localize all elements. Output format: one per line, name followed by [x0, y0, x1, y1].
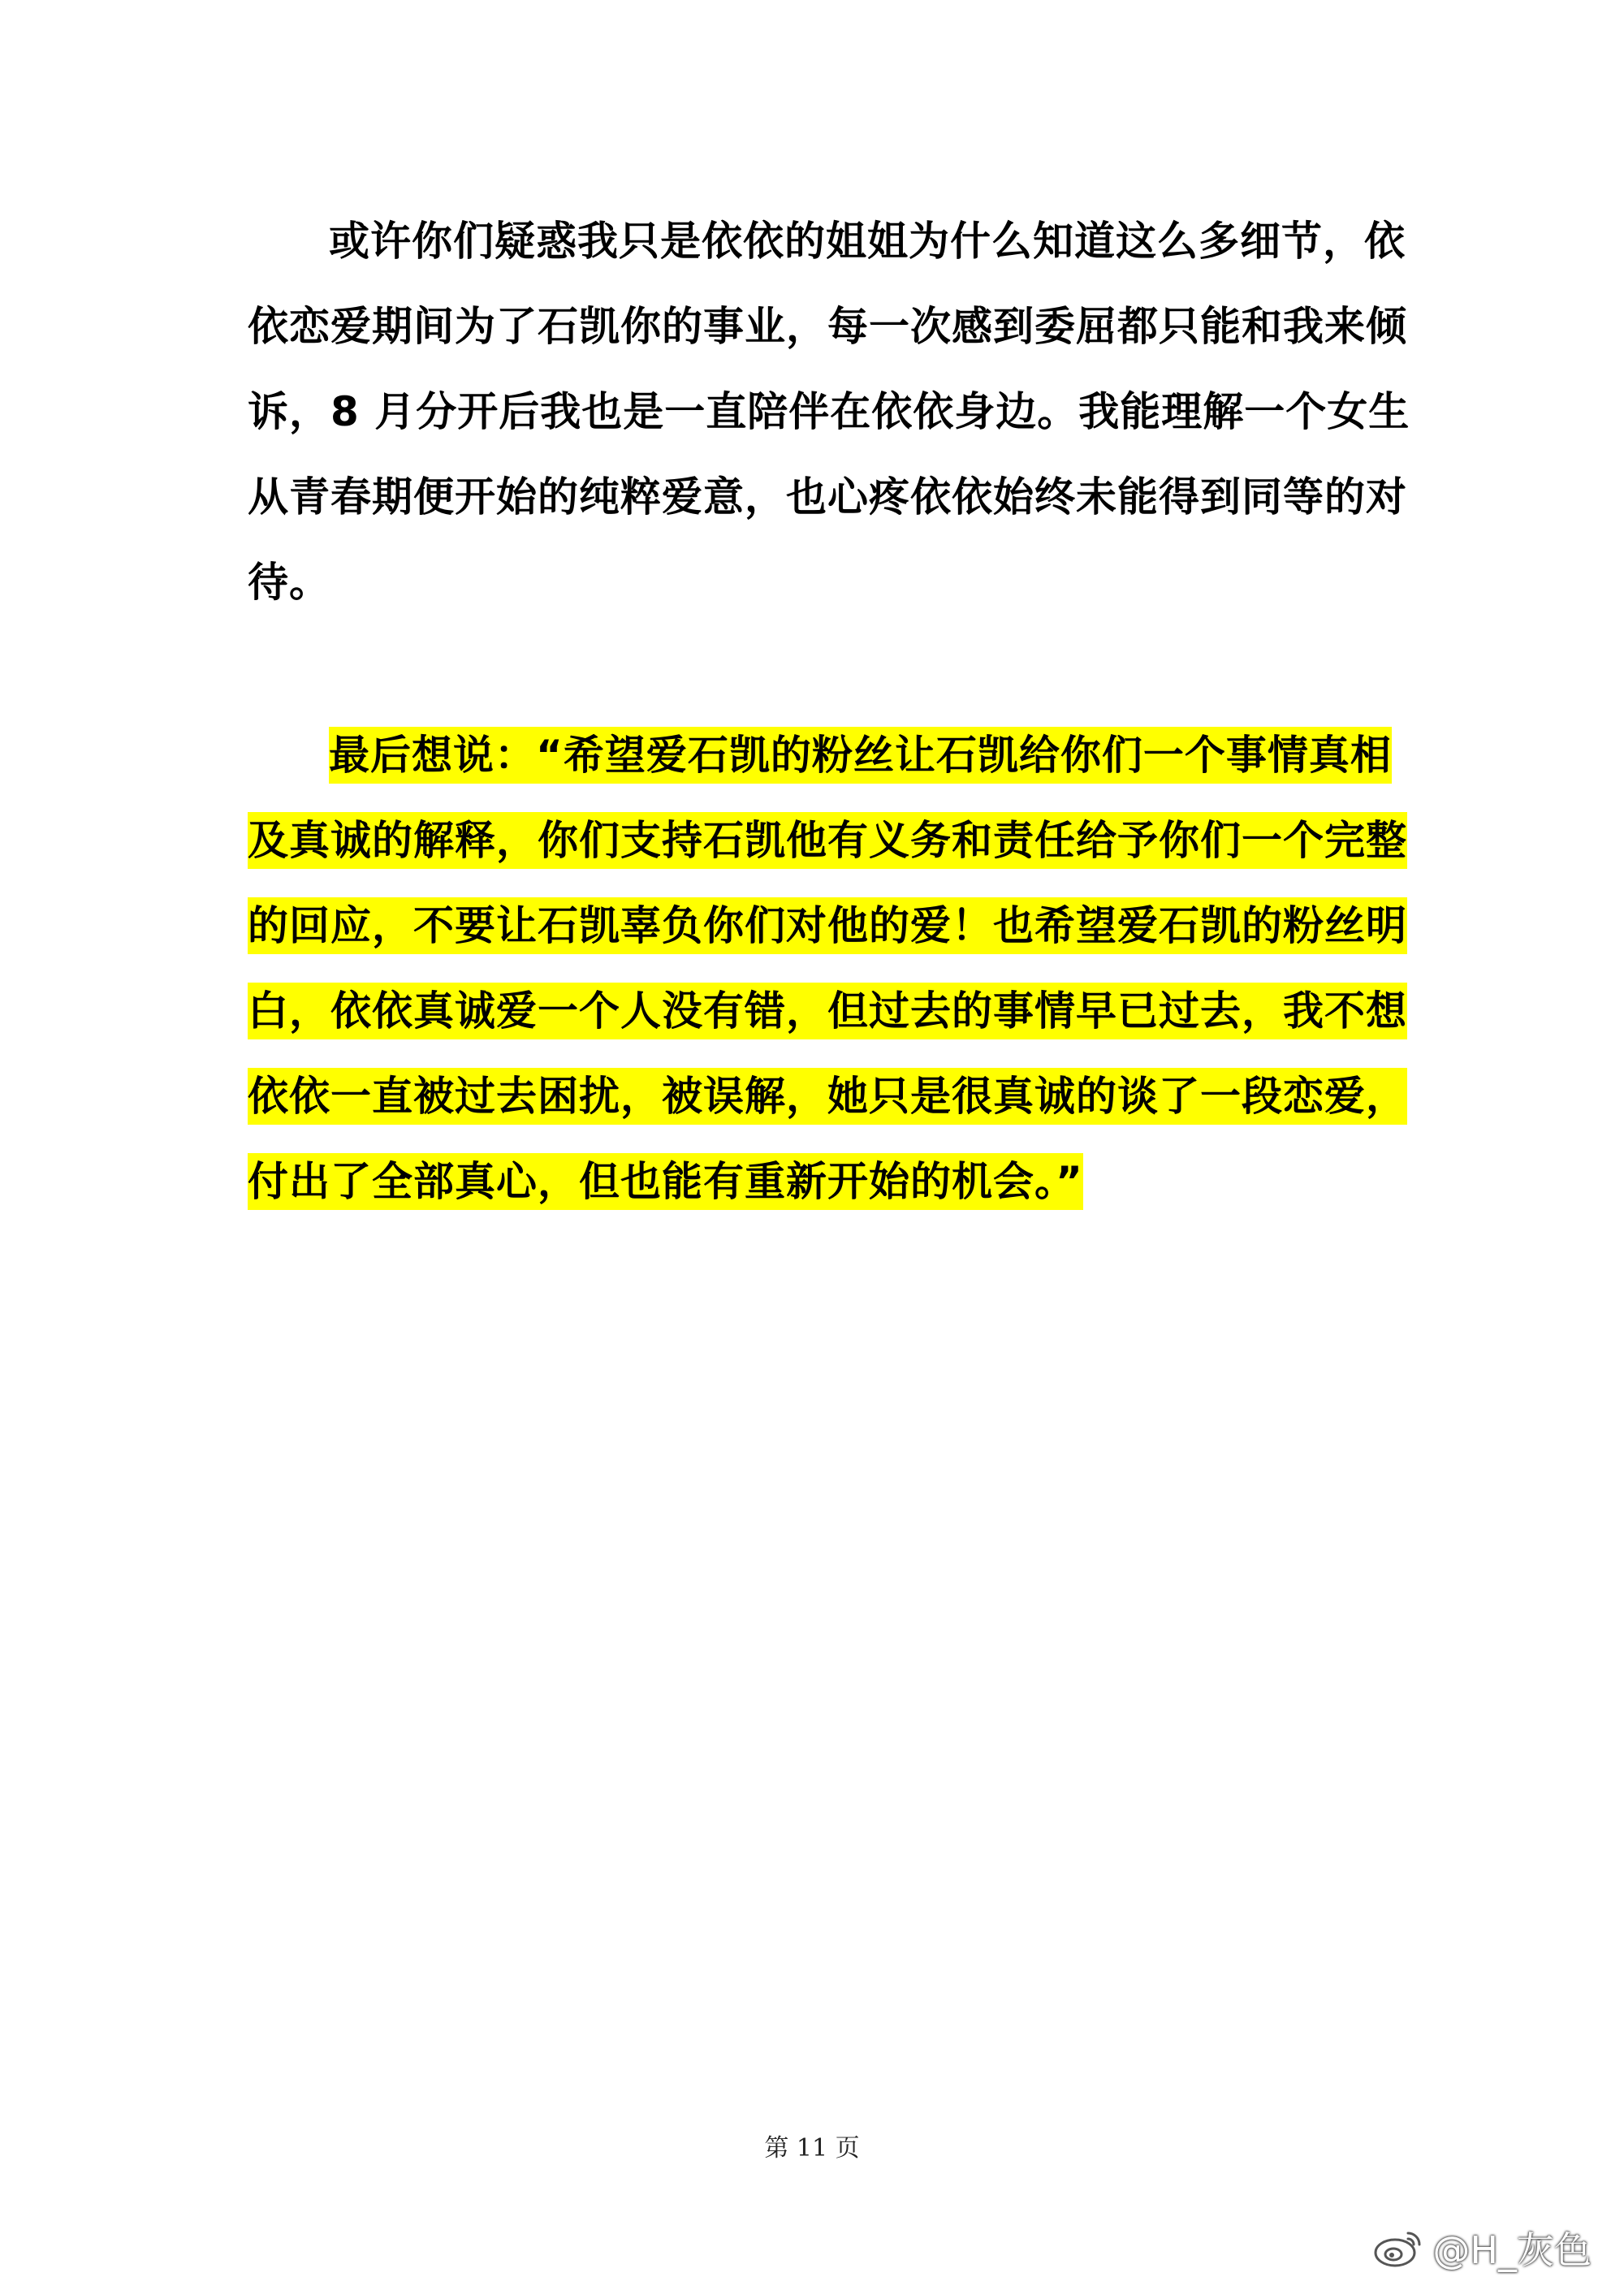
paragraph-2-line-5: [248, 1060, 1407, 1133]
paragraph-2-line-2: [248, 804, 1407, 877]
weibo-icon: [1372, 2227, 1424, 2269]
paragraph-2-line-4: [248, 974, 1407, 1048]
paragraph-1-line-3: 诉，8 月分开后我也是一直陪伴在依依身边。我能理解一个女生: [248, 388, 1410, 435]
paragraph-1-line-5: 待。: [248, 559, 330, 606]
paragraph-2-line-1: [329, 719, 1392, 792]
paragraph-2-line-6: [248, 1145, 1083, 1218]
highlighted-text: 依依一直被过去困扰，被误解，她只是很真诚的谈了一段恋爱，: [248, 1068, 1407, 1125]
highlighted-text: 的回应，不要让石凯辜负你们对他的爱！也希望爱石凯的粉丝明: [248, 897, 1407, 954]
highlighted-text: 付出了全部真心，但也能有重新开始的机会。”: [248, 1153, 1083, 1210]
paragraph-1-line-2: 依恋爱期间为了石凯你的事业，每一次感到委屈都只能和我来倾: [248, 303, 1407, 350]
watermark: [1372, 2223, 1592, 2272]
paragraph-2-line-3: [248, 889, 1407, 962]
watermark-text: @H_灰色: [1432, 2228, 1592, 2272]
paragraph-1-line-4: 从青春期便开始的纯粹爱意，也心疼依依始终未能得到同等的对: [248, 473, 1407, 521]
page-number: 第 11 页: [764, 2134, 860, 2163]
highlighted-text: 白，依依真诚爱一个人没有错，但过去的事情早已过去，我不想: [248, 983, 1407, 1039]
highlighted-text: 最后想说：“希望爱石凯的粉丝让石凯给你们一个事情真相: [329, 727, 1392, 784]
highlighted-text: 及真诚的解释，你们支持石凯他有义务和责任给予你们一个完整: [248, 812, 1407, 869]
paragraph-1-line-1: 或许你们疑惑我只是依依的姐姐为什么知道这么多细节，依: [329, 218, 1406, 265]
